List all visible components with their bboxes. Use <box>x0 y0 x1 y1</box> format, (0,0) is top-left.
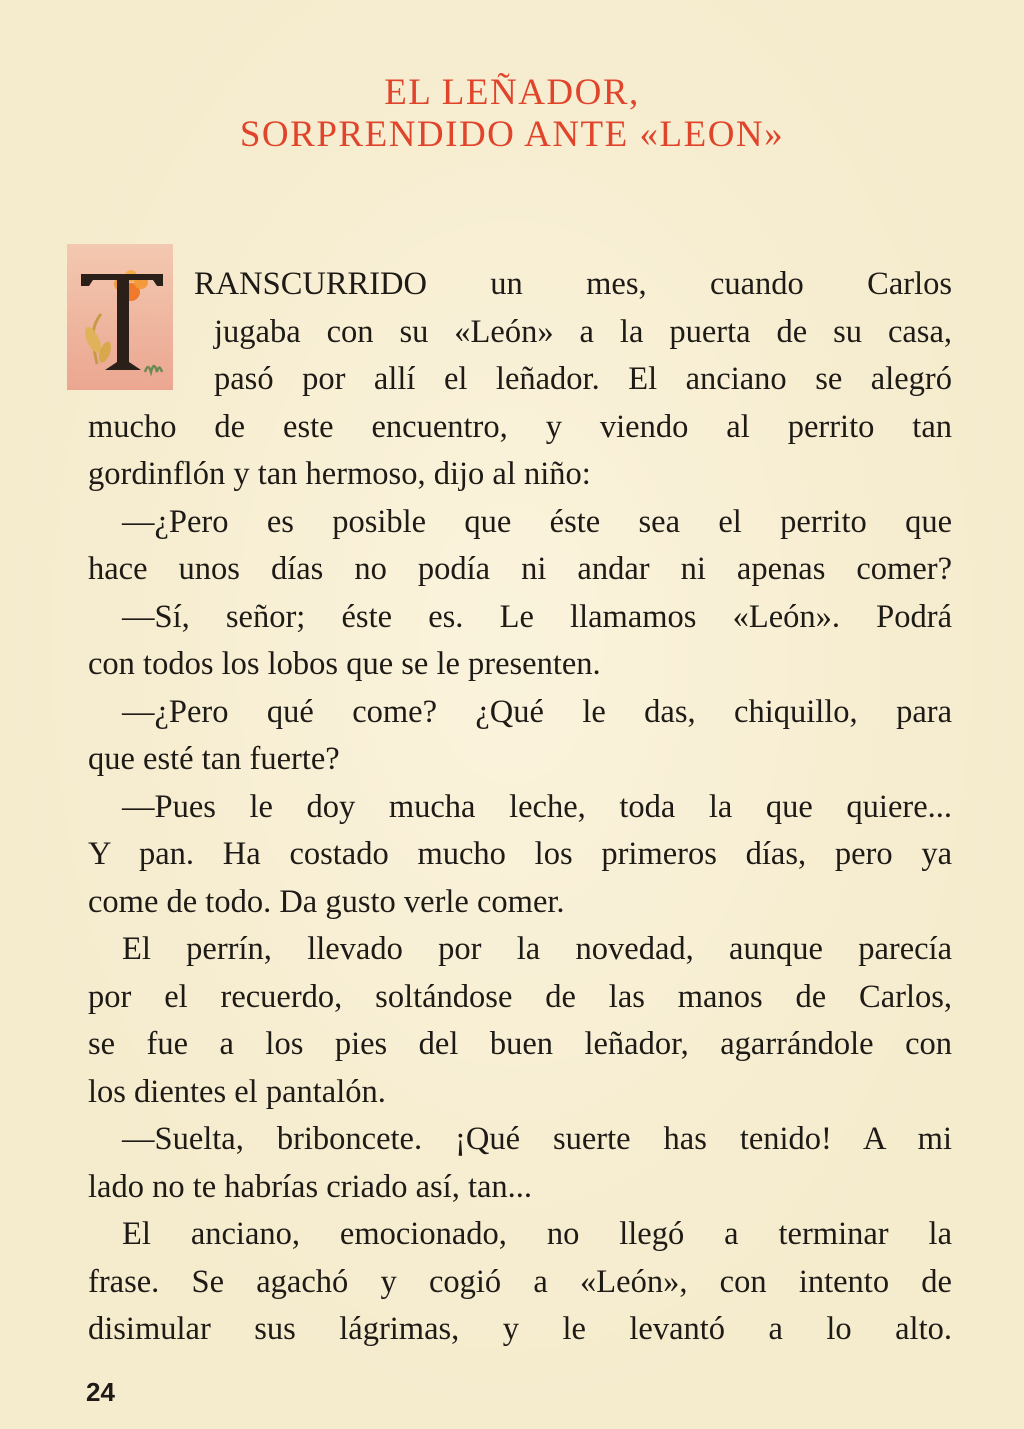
text-line-2: jugaba con su «León» a la puerta de su casa, <box>214 314 952 350</box>
text-line-7: hace unos días no podía ni andar ni apenas comer? <box>88 551 952 587</box>
text-line-17: se fue a los pies del buen leñador, agarrándole con <box>88 1026 952 1062</box>
text-line-1: RANSCURRIDO un mes, cuando Carlos <box>194 266 952 302</box>
illuminated-letter-t-icon <box>67 244 173 390</box>
text-line-13: Y pan. Ha costado mucho los primeros días, pero ya <box>88 836 952 872</box>
text-line-19: —Suelta, briboncete. ¡Qué suerte has tenido! A mi <box>122 1121 952 1157</box>
chapter-title-line-2: SORPRENDIDO ANTE «LEON» <box>239 114 785 155</box>
text-line-11: que esté tan fuerte? <box>88 741 340 777</box>
text-line-15: El perrín, llevado por la novedad, aunque parecía <box>122 931 952 967</box>
text-line-22: frase. Se agachó y cogió a «León», con intento de <box>88 1264 952 1300</box>
text-line-9: con todos los lobos que se le presenten. <box>88 646 601 682</box>
text-line-6: —¿Pero es posible que éste sea el perrito que <box>122 504 952 540</box>
text-line-23: disimular sus lágrimas, y le levantó a lo alto. <box>88 1311 952 1347</box>
text-line-20: lado no te habrías criado así, tan... <box>88 1169 533 1205</box>
chapter-title-line-1: EL LEÑADOR, <box>384 72 640 113</box>
text-line-3: pasó por allí el leñador. El anciano se alegró <box>214 361 952 397</box>
text-line-5: gordinflón y tan hermoso, dijo al niño: <box>88 456 591 492</box>
page-number: 24 <box>86 1377 115 1407</box>
text-line-8: —Sí, señor; éste es. Le llamamos «León». Podrá <box>122 599 952 635</box>
text-line-18: los dientes el pantalón. <box>88 1074 386 1110</box>
text-line-14: come de todo. Da gusto verle comer. <box>88 884 565 920</box>
text-line-21: El anciano, emocionado, no llegó a terminar la <box>122 1216 952 1252</box>
text-line-4: mucho de este encuentro, y viendo al perrito tan <box>88 409 952 445</box>
text-line-16: por el recuerdo, soltándose de las manos de Carlos, <box>88 979 952 1015</box>
text-line-10: —¿Pero qué come? ¿Qué le das, chiquillo, para <box>122 694 952 730</box>
text-line-12: —Pues le doy mucha leche, toda la que quiere... <box>122 789 952 825</box>
